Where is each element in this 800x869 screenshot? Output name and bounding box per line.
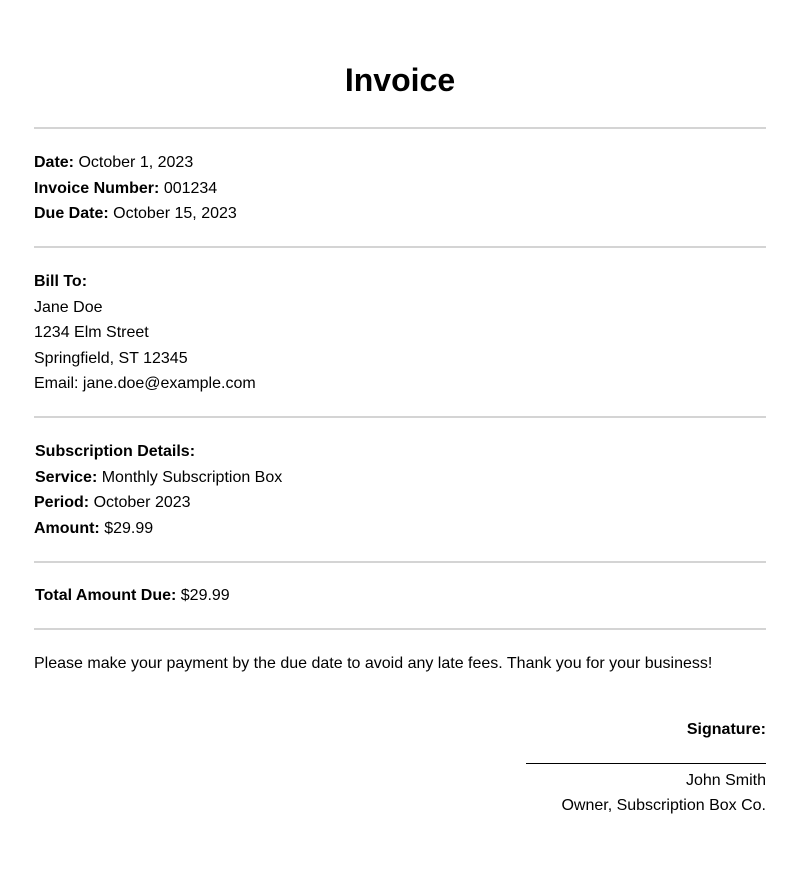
due-date-label: Due Date:	[34, 205, 109, 223]
divider	[34, 628, 766, 630]
payment-note	[34, 651, 766, 677]
signature-line	[526, 763, 766, 764]
amount-row	[34, 516, 766, 542]
customer-email: Email: jane.doe@example.com	[34, 375, 256, 393]
amount-label: Amount:	[34, 519, 100, 537]
customer-street: 1234 Elm Street	[34, 324, 149, 342]
signatory-name: John Smith	[685, 772, 766, 789]
date-label: Date:	[34, 154, 75, 171]
service-value: Monthly Subscription Box	[101, 468, 283, 486]
page-title: Invoice	[344, 62, 456, 98]
amount-value: $29.99	[104, 519, 154, 537]
due-date-value: October 15, 2023	[113, 205, 237, 223]
divider	[34, 246, 766, 248]
period-value: October 2023	[93, 494, 191, 512]
divider	[34, 416, 766, 418]
total-section	[34, 583, 766, 609]
bill-to-section	[34, 269, 766, 397]
bill-to-heading: Bill To:	[34, 273, 88, 290]
total-row	[34, 583, 766, 609]
signature-label: Signature:	[686, 721, 766, 738]
subscription-heading: Subscription Details:	[35, 443, 196, 460]
invoice-number-label: Invoice Number:	[34, 179, 160, 197]
service-label: Service:	[35, 468, 98, 486]
due-date-row	[34, 201, 766, 227]
service-row	[34, 465, 766, 491]
total-label: Total Amount Due:	[35, 587, 177, 604]
invoice-number-row	[34, 176, 766, 202]
divider	[34, 127, 766, 129]
date-value: October 1, 2023	[78, 154, 194, 171]
invoice-number-value: 001234	[163, 179, 218, 197]
customer-name: Jane Doe	[34, 298, 103, 316]
date-row	[34, 150, 766, 176]
invoice-meta-section	[34, 150, 766, 227]
signatory-block	[561, 768, 766, 818]
customer-city: Springfield, ST 12345	[34, 349, 188, 367]
signatory-title: Owner, Subscription Box Co.	[561, 797, 766, 814]
period-row	[34, 490, 766, 516]
period-label: Period:	[34, 494, 90, 512]
subscription-section	[34, 439, 766, 541]
signature-label-block	[687, 717, 766, 742]
payment-note-text: Please make your payment by the due date to avoid any late fees. Thank you for your business!	[34, 655, 713, 672]
total-value: $29.99	[180, 587, 230, 604]
divider	[34, 561, 766, 563]
